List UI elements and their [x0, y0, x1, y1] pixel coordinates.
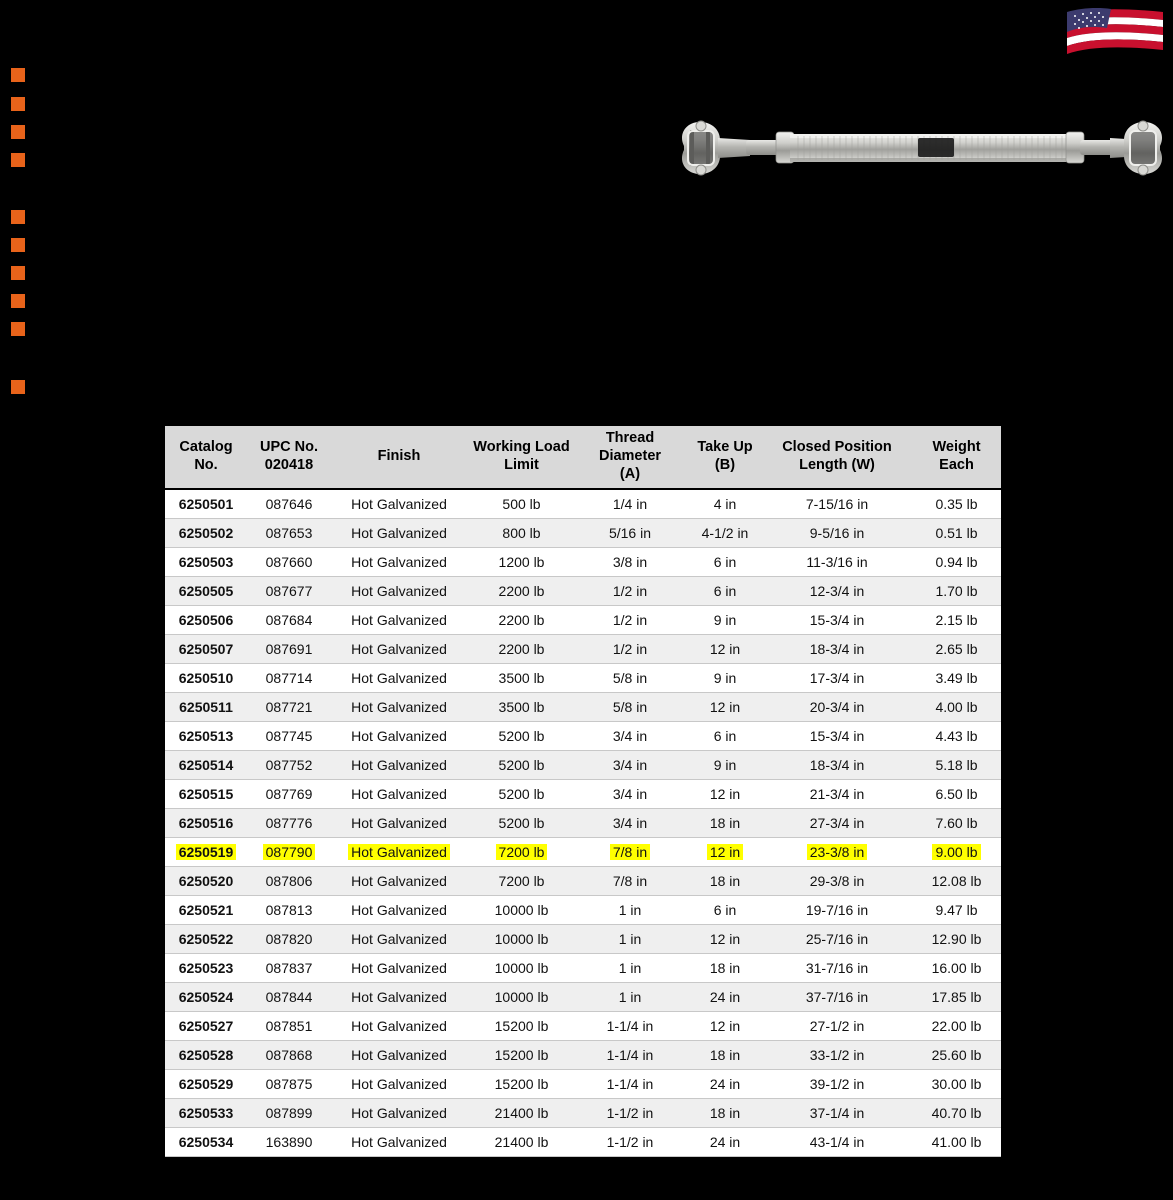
cell-5: 18 in — [686, 954, 764, 983]
cell-4: 1 in — [574, 925, 686, 954]
cell-7: 6.50 lb — [910, 780, 1003, 809]
cell-3: 5200 lb — [469, 751, 574, 780]
cell-4: 1/2 in — [574, 635, 686, 664]
cell-4: 3/8 in — [574, 548, 686, 577]
cell-catalog-no: 6250523 — [163, 954, 249, 983]
cell-catalog-no: 6250521 — [163, 896, 249, 925]
cell-7: 25.60 lb — [910, 1041, 1003, 1070]
cell-1: 087899 — [249, 1099, 329, 1128]
table-row[interactable] — [163, 1041, 1003, 1070]
cell-3: 500 lb — [469, 489, 574, 519]
cell-6: 18-3/4 in — [764, 635, 910, 664]
cell-catalog-no: 6250513 — [163, 722, 249, 751]
table-row[interactable] — [163, 867, 1003, 896]
table-body — [163, 489, 1003, 1157]
cell-catalog-no: 6250514 — [163, 751, 249, 780]
cell-2: Hot Galvanized — [329, 548, 469, 577]
cell-3: 800 lb — [469, 519, 574, 548]
cell-7: 16.00 lb — [910, 954, 1003, 983]
cell-6: 25-7/16 in — [764, 925, 910, 954]
cell-2: Hot Galvanized — [329, 1070, 469, 1099]
bullet-square-icon — [11, 294, 25, 308]
cell-3: 10000 lb — [469, 925, 574, 954]
cell-2: Hot Galvanized — [329, 925, 469, 954]
cell-4: 1 in — [574, 983, 686, 1012]
cell-5: 4 in — [686, 489, 764, 519]
cell-5: 9 in — [686, 664, 764, 693]
cell-3: 5200 lb — [469, 809, 574, 838]
cell-1: 087851 — [249, 1012, 329, 1041]
table-row[interactable] — [163, 1099, 1003, 1128]
highlighted-cell: 6250519 — [176, 844, 237, 860]
table-row[interactable] — [163, 722, 1003, 751]
cell-7: 30.00 lb — [910, 1070, 1003, 1099]
cell-5: 9 in — [686, 751, 764, 780]
cell-catalog-no: 6250516 — [163, 809, 249, 838]
cell-catalog-no: 6250522 — [163, 925, 249, 954]
cell-4: 5/8 in — [574, 664, 686, 693]
bullet-square-icon — [11, 322, 25, 336]
table-row[interactable] — [163, 664, 1003, 693]
cell-3: 3500 lb — [469, 693, 574, 722]
cell-6: 39-1/2 in — [764, 1070, 910, 1099]
cell-catalog-no: 6250520 — [163, 867, 249, 896]
bullet-square-icon — [11, 210, 25, 224]
cell-7: 4.43 lb — [910, 722, 1003, 751]
cell-6: 12-3/4 in — [764, 577, 910, 606]
cell-4: 3/4 in — [574, 780, 686, 809]
cell-3: 21400 lb — [469, 1099, 574, 1128]
cell-2: Hot Galvanized — [329, 1012, 469, 1041]
table-row[interactable] — [163, 519, 1003, 548]
cell-3: 1200 lb — [469, 548, 574, 577]
cell-7: 0.35 lb — [910, 489, 1003, 519]
cell-7: 7.60 lb — [910, 809, 1003, 838]
table-row[interactable] — [163, 1012, 1003, 1041]
cell-catalog-no: 6250511 — [163, 693, 249, 722]
cell-1: 087653 — [249, 519, 329, 548]
cell-4: 5/16 in — [574, 519, 686, 548]
table-row[interactable] — [163, 751, 1003, 780]
bullet-square-icon — [11, 125, 25, 139]
cell-5: 18 in — [686, 1041, 764, 1070]
cell-7: 9.47 lb — [910, 896, 1003, 925]
highlighted-cell: 7/8 in — [610, 844, 650, 860]
cell-4: 1-1/2 in — [574, 1128, 686, 1157]
cell-2: Hot Galvanized — [329, 867, 469, 896]
cell-6: 11-3/16 in — [764, 548, 910, 577]
table-row[interactable] — [163, 548, 1003, 577]
table-row[interactable] — [163, 577, 1003, 606]
cell-catalog-no — [163, 838, 249, 867]
cell-5: 12 in — [686, 693, 764, 722]
cell-7: 41.00 lb — [910, 1128, 1003, 1157]
cell-catalog-no: 6250527 — [163, 1012, 249, 1041]
cell-1: 087769 — [249, 780, 329, 809]
table-row[interactable] — [163, 489, 1003, 519]
cell-2: Hot Galvanized — [329, 751, 469, 780]
cell-1: 087752 — [249, 751, 329, 780]
cell-6: 15-3/4 in — [764, 722, 910, 751]
cell-6: 27-1/2 in — [764, 1012, 910, 1041]
cell-7: 12.90 lb — [910, 925, 1003, 954]
cell-2: Hot Galvanized — [329, 780, 469, 809]
cell-1: 087721 — [249, 693, 329, 722]
cell-6: 19-7/16 in — [764, 896, 910, 925]
cell-4: 3/4 in — [574, 751, 686, 780]
column-header-1: UPC No. 020418 — [249, 424, 329, 489]
cell-7: 2.65 lb — [910, 635, 1003, 664]
cell-7: 3.49 lb — [910, 664, 1003, 693]
cell-catalog-no: 6250528 — [163, 1041, 249, 1070]
cell-4 — [574, 838, 686, 867]
cell-1: 087837 — [249, 954, 329, 983]
cell-6: 37-1/4 in — [764, 1099, 910, 1128]
cell-3: 3500 lb — [469, 664, 574, 693]
cell-5: 6 in — [686, 548, 764, 577]
cell-1: 087875 — [249, 1070, 329, 1099]
cell-3: 10000 lb — [469, 954, 574, 983]
cell-2: Hot Galvanized — [329, 664, 469, 693]
bullet-square-icon — [11, 153, 25, 167]
usa-flag-icon — [1067, 8, 1163, 56]
cell-catalog-no: 6250510 — [163, 664, 249, 693]
cell-4: 5/8 in — [574, 693, 686, 722]
cell-5: 24 in — [686, 1128, 764, 1157]
cell-2: Hot Galvanized — [329, 954, 469, 983]
cell-4: 1/2 in — [574, 577, 686, 606]
cell-6: 7-15/16 in — [764, 489, 910, 519]
table-row[interactable] — [163, 1128, 1003, 1157]
cell-6: 29-3/8 in — [764, 867, 910, 896]
cell-3: 15200 lb — [469, 1012, 574, 1041]
cell-7: 5.18 lb — [910, 751, 1003, 780]
table-header — [163, 424, 1003, 489]
cell-7 — [910, 838, 1003, 867]
cell-4: 1-1/4 in — [574, 1070, 686, 1099]
cell-5: 18 in — [686, 1099, 764, 1128]
cell-catalog-no: 6250534 — [163, 1128, 249, 1157]
table-row[interactable] — [163, 896, 1003, 925]
cell-6 — [764, 838, 910, 867]
cell-catalog-no: 6250506 — [163, 606, 249, 635]
cell-1: 087646 — [249, 489, 329, 519]
cell-2: Hot Galvanized — [329, 722, 469, 751]
table-row[interactable] — [163, 838, 1003, 867]
table-row[interactable] — [163, 693, 1003, 722]
bullet-square-icon — [11, 68, 25, 82]
column-header-2: Finish — [329, 424, 469, 489]
cell-2: Hot Galvanized — [329, 896, 469, 925]
cell-6: 9-5/16 in — [764, 519, 910, 548]
cell-1: 163890 — [249, 1128, 329, 1157]
cell-2: Hot Galvanized — [329, 983, 469, 1012]
cell-5: 12 in — [686, 925, 764, 954]
cell-3: 21400 lb — [469, 1128, 574, 1157]
table-row[interactable] — [163, 925, 1003, 954]
cell-5: 24 in — [686, 983, 764, 1012]
table-row[interactable] — [163, 1070, 1003, 1099]
cell-catalog-no: 6250524 — [163, 983, 249, 1012]
column-header-4: Thread Diameter (A) — [574, 424, 686, 489]
cell-5: 12 in — [686, 635, 764, 664]
highlighted-cell: 7200 lb — [496, 844, 548, 860]
table-row[interactable] — [163, 809, 1003, 838]
bullet-square-icon — [11, 380, 25, 394]
cell-6: 15-3/4 in — [764, 606, 910, 635]
cell-2: Hot Galvanized — [329, 809, 469, 838]
cell-1 — [249, 838, 329, 867]
cell-4: 1-1/2 in — [574, 1099, 686, 1128]
table-row[interactable] — [163, 983, 1003, 1012]
cell-catalog-no: 6250533 — [163, 1099, 249, 1128]
cell-1: 087820 — [249, 925, 329, 954]
cell-4: 1/2 in — [574, 606, 686, 635]
cell-3: 15200 lb — [469, 1041, 574, 1070]
cell-6: 37-7/16 in — [764, 983, 910, 1012]
cell-7: 0.94 lb — [910, 548, 1003, 577]
cell-2: Hot Galvanized — [329, 519, 469, 548]
table-row[interactable] — [163, 780, 1003, 809]
cell-3: 5200 lb — [469, 780, 574, 809]
jaw-jaw-turnbuckle-product-image — [672, 100, 1172, 195]
cell-6: 27-3/4 in — [764, 809, 910, 838]
cell-4: 1 in — [574, 896, 686, 925]
cell-4: 1-1/4 in — [574, 1041, 686, 1070]
cell-3: 2200 lb — [469, 606, 574, 635]
cell-5: 24 in — [686, 1070, 764, 1099]
cell-7: 22.00 lb — [910, 1012, 1003, 1041]
cell-1: 087660 — [249, 548, 329, 577]
table-row[interactable] — [163, 606, 1003, 635]
cell-6: 31-7/16 in — [764, 954, 910, 983]
cell-5: 6 in — [686, 722, 764, 751]
cell-5: 9 in — [686, 606, 764, 635]
column-header-6: Closed Position Length (W) — [764, 424, 910, 489]
cell-6: 33-1/2 in — [764, 1041, 910, 1070]
cell-1: 087776 — [249, 809, 329, 838]
cell-3 — [469, 838, 574, 867]
cell-catalog-no: 6250529 — [163, 1070, 249, 1099]
cell-2: Hot Galvanized — [329, 635, 469, 664]
column-header-5: Take Up (B) — [686, 424, 764, 489]
cell-catalog-no: 6250507 — [163, 635, 249, 664]
bullet-square-icon — [11, 266, 25, 280]
cell-catalog-no: 6250515 — [163, 780, 249, 809]
cell-4: 3/4 in — [574, 809, 686, 838]
cell-3: 10000 lb — [469, 983, 574, 1012]
cell-5 — [686, 838, 764, 867]
cell-5: 18 in — [686, 867, 764, 896]
cell-5: 18 in — [686, 809, 764, 838]
cell-catalog-no: 6250501 — [163, 489, 249, 519]
cell-3: 7200 lb — [469, 867, 574, 896]
cell-2: Hot Galvanized — [329, 577, 469, 606]
cell-7: 2.15 lb — [910, 606, 1003, 635]
cell-2: Hot Galvanized — [329, 693, 469, 722]
highlighted-cell: 087790 — [263, 844, 316, 860]
cell-1: 087684 — [249, 606, 329, 635]
highlighted-cell: Hot Galvanized — [348, 844, 450, 860]
cell-1: 087844 — [249, 983, 329, 1012]
specification-table-container — [163, 424, 1003, 1157]
cell-1: 087868 — [249, 1041, 329, 1070]
cell-7: 17.85 lb — [910, 983, 1003, 1012]
highlighted-cell: 9.00 lb — [932, 844, 980, 860]
cell-5: 6 in — [686, 896, 764, 925]
cell-2: Hot Galvanized — [329, 489, 469, 519]
bullet-square-icon — [11, 97, 25, 111]
cell-4: 1-1/4 in — [574, 1012, 686, 1041]
cell-7: 0.51 lb — [910, 519, 1003, 548]
highlighted-cell: 23-3/8 in — [807, 844, 867, 860]
cell-2: Hot Galvanized — [329, 1099, 469, 1128]
cell-3: 2200 lb — [469, 635, 574, 664]
cell-2: Hot Galvanized — [329, 1128, 469, 1157]
cell-3: 2200 lb — [469, 577, 574, 606]
table-row[interactable] — [163, 954, 1003, 983]
cell-6: 18-3/4 in — [764, 751, 910, 780]
cell-1: 087691 — [249, 635, 329, 664]
cell-2 — [329, 838, 469, 867]
cell-4: 7/8 in — [574, 867, 686, 896]
cell-4: 3/4 in — [574, 722, 686, 751]
cell-6: 21-3/4 in — [764, 780, 910, 809]
cell-7: 4.00 lb — [910, 693, 1003, 722]
cell-catalog-no: 6250502 — [163, 519, 249, 548]
cell-6: 43-1/4 in — [764, 1128, 910, 1157]
cell-7: 40.70 lb — [910, 1099, 1003, 1128]
cell-3: 5200 lb — [469, 722, 574, 751]
cell-3: 10000 lb — [469, 896, 574, 925]
cell-4: 1/4 in — [574, 489, 686, 519]
cell-6: 20-3/4 in — [764, 693, 910, 722]
cell-1: 087806 — [249, 867, 329, 896]
cell-5: 4-1/2 in — [686, 519, 764, 548]
cell-3: 15200 lb — [469, 1070, 574, 1099]
cell-6: 17-3/4 in — [764, 664, 910, 693]
cell-catalog-no: 6250505 — [163, 577, 249, 606]
cell-1: 087745 — [249, 722, 329, 751]
cell-5: 12 in — [686, 1012, 764, 1041]
cell-2: Hot Galvanized — [329, 606, 469, 635]
column-header-3: Working Load Limit — [469, 424, 574, 489]
cell-5: 6 in — [686, 577, 764, 606]
cell-1: 087714 — [249, 664, 329, 693]
bullet-square-icon — [11, 238, 25, 252]
cell-1: 087813 — [249, 896, 329, 925]
cell-5: 12 in — [686, 780, 764, 809]
cell-7: 12.08 lb — [910, 867, 1003, 896]
cell-4: 1 in — [574, 954, 686, 983]
cell-2: Hot Galvanized — [329, 1041, 469, 1070]
cell-7: 1.70 lb — [910, 577, 1003, 606]
specification-table — [163, 424, 1003, 1157]
table-row[interactable] — [163, 635, 1003, 664]
cell-1: 087677 — [249, 577, 329, 606]
column-header-0: Catalog No. — [163, 424, 249, 489]
highlighted-cell: 12 in — [707, 844, 743, 860]
cell-catalog-no: 6250503 — [163, 548, 249, 577]
column-header-7: Weight Each — [910, 424, 1003, 489]
